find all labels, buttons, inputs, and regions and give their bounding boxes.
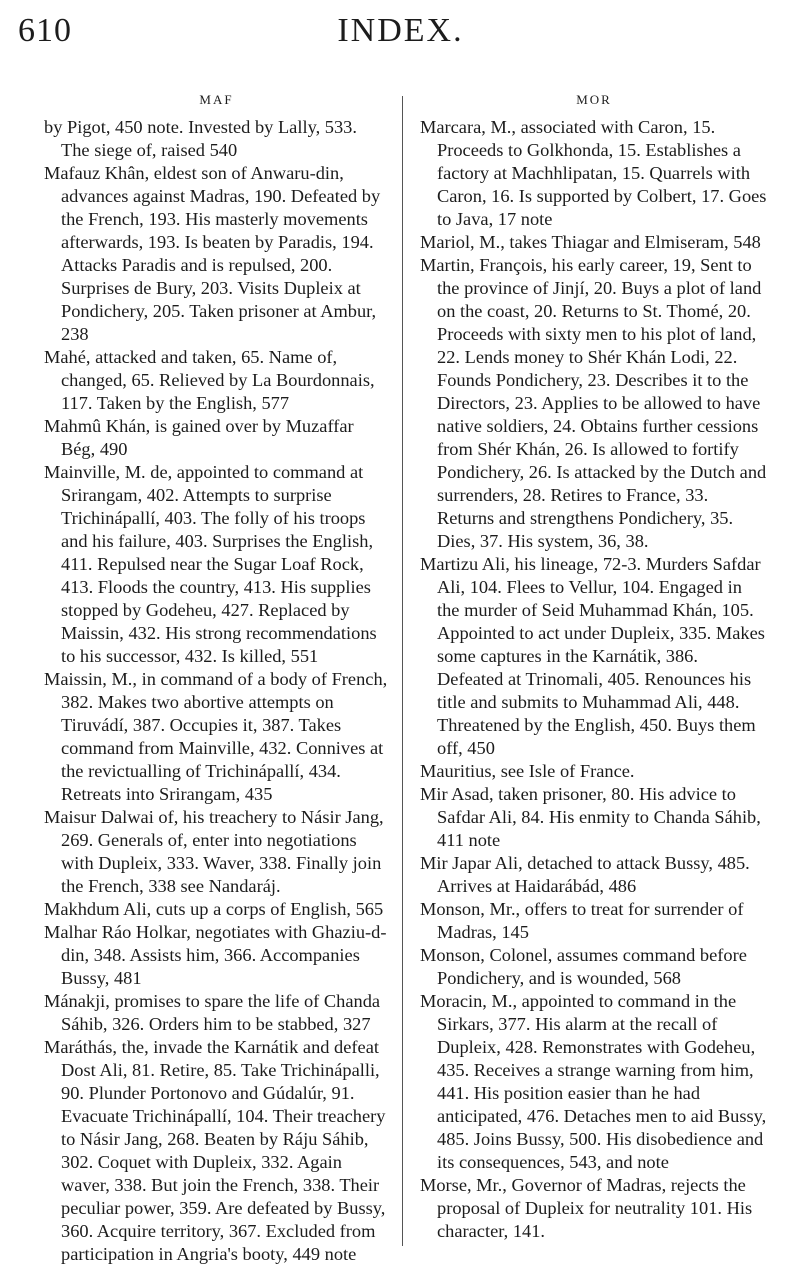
index-entry: Mainville, M. de, appointed to command at Srirangam, 402. Attempts to surprise Trichinápallí, 403. The folly of his troops and his failure, 403. Surprises the English, 411. Repulsed near the Sugar Loaf Rock, 413. Floods the country, 413. His supplies stopped by Godeheu, 427. Replaced by Maissin, 432. His strong recommendations to his successor, 432. Is killed, 551 [44, 462, 377, 666]
index-entry: Moracin, M., appointed to command in the Sirkars, 377. His alarm at the recall of Dupleix, 428. Remonstrates with Godeheu, 435. Receives a strange warning from him, 441. His position easier than he had anticipated, 476. Detaches men to aid Bussy, 485. Joins Bussy, 500. His disobedience and its consequences, 543, and note [420, 991, 767, 1172]
column-divider [402, 96, 403, 1246]
index-entry: Mariol, M., takes Thiagar and Elmiseram, 548 [420, 232, 761, 252]
index-entry: by Pigot, 450 note. Invested by Lally, 533. The siege of, raised 540 [44, 117, 357, 160]
right-column [420, 92, 768, 1243]
index-entry: Marcara, M., associated with Caron, 15. Proceeds to Golkhonda, 15. Establishes a factory at Machhlipatan, 15. Quarrels with Caron, 16. Is supported by Colbert, 17. Goes to Java, 17 note [420, 117, 767, 229]
index-entry: Mir Japar Ali, detached to attack Bussy, 485. Arrives at Haidarábád, 486 [420, 853, 750, 896]
index-entry: Makhdum Ali, cuts up a corps of English, 565 [44, 899, 384, 919]
left-column [44, 92, 389, 1266]
page-header [0, 12, 801, 62]
index-entry: Maráthás, the, invade the Karnátik and defeat Dost Ali, 81. Retire, 85. Take Trichinápalli, 90. Plunder Portonovo and Gúdalúr, 91. Evacuate Trichinápallí, 104. Their treachery to Násir Jang, 268. Beaten by Ráju Sáhib, 302. Coquet with Dupleix, 332. Again waver, 338. But join the French, 338. Their peculiar power, 359. Are defeated by Bussy, 360. Acquire territory, 367. Excluded from participation in Angria's booty, 449 note [44, 1037, 386, 1264]
index-entry: Mafauz Khân, eldest son of Anwaru-din, advances against Madras, 190. Defeated by the French, 193. His masterly movements afterwards, 193. Is beaten by Paradis, 194. Attacks Paradis and is repulsed, 200. Surprises de Bury, 203. Visits Dupleix at Pondichery, 205. Taken prisoner at Ambur, 238 [44, 163, 381, 344]
column-guide-word: MAF [199, 92, 234, 107]
entry-list [44, 116, 389, 1266]
index-entry: Mahé, attacked and taken, 65. Name of, changed, 65. Relieved by La Bourdonnais, 117. Taken by the English, 577 [44, 347, 375, 413]
index-entry: Martizu Ali, his lineage, 72-3. Murders Safdar Ali, 104. Flees to Vellur, 104. Engaged in the murder of Seid Muhammad Khán, 105. Appointed to act under Dupleix, 335. Makes some captures in the Karnátik, 386. Defeated at Trinomali, 405. Renounces his title and submits to Muhammad Ali, 448. Threatened by the English, 450. Buys them off, 450 [420, 554, 765, 758]
running-head: INDEX. [337, 12, 464, 49]
index-entry: Morse, Mr., Governor of Madras, rejects the proposal of Dupleix for neutrality 101. His character, 141. [420, 1175, 753, 1241]
index-entry: Monson, Mr., offers to treat for surrender of Madras, 145 [420, 899, 744, 942]
page-number: 610 [18, 12, 72, 49]
index-entry: Monson, Colonel, assumes command before Pondichery, and is wounded, 568 [420, 945, 747, 988]
entry-list [420, 116, 768, 1243]
index-entry: Mahmû Khán, is gained over by Muzaffar Bég, 490 [44, 416, 354, 459]
index-entry: Mauritius, see Isle of France. [420, 761, 635, 781]
index-entry: Maisur Dalwai of, his treachery to Násir Jang, 269. Generals of, enter into negotiations with Dupleix, 333. Waver, 338. Finally join the French, 338 see Nandaráj. [44, 807, 384, 896]
index-entry: Martin, François, his early career, 19, Sent to the province of Jinjí, 20. Buys a plot of land on the coast, 20. Returns to St. Thomé, 20. Proceeds with sixty men to his plot of land, 22. Lends money to Shér Khán Lodi, 22. Founds Pondichery, 23. Describes it to the Directors, 23. Applies to be allowed to have native soldiers, 24. Obtains further cessions from Shér Khán, 26. Is allowed to fortify Pondichery, 26. Is attacked by the Dutch and surrenders, 28. Retires to France, 33. Returns and strengthens Pondichery, 35. Dies, 37. His system, 36, 38. [420, 255, 767, 551]
index-entry: Mánakji, promises to spare the life of Chanda Sáhib, 326. Orders him to be stabbed, 327 [44, 991, 381, 1034]
index-entry: Mir Asad, taken prisoner, 80. His advice to Safdar Ali, 84. His enmity to Chanda Sáhib, 411 note [420, 784, 761, 850]
index-entry: Maissin, M., in command of a body of French, 382. Makes two abortive attempts on Tiruvádí, 387. Occupies it, 387. Takes command from Mainville, 432. Connives at the revictualling of Trichinápallí, 434. Retreats into Srirangam, 435 [44, 669, 388, 804]
column-guide-word: MOR [576, 92, 612, 107]
index-entry: Malhar Ráo Holkar, negotiates with Ghaziu-d-din, 348. Assists him, 366. Accompanies Bussy, 481 [44, 922, 387, 988]
